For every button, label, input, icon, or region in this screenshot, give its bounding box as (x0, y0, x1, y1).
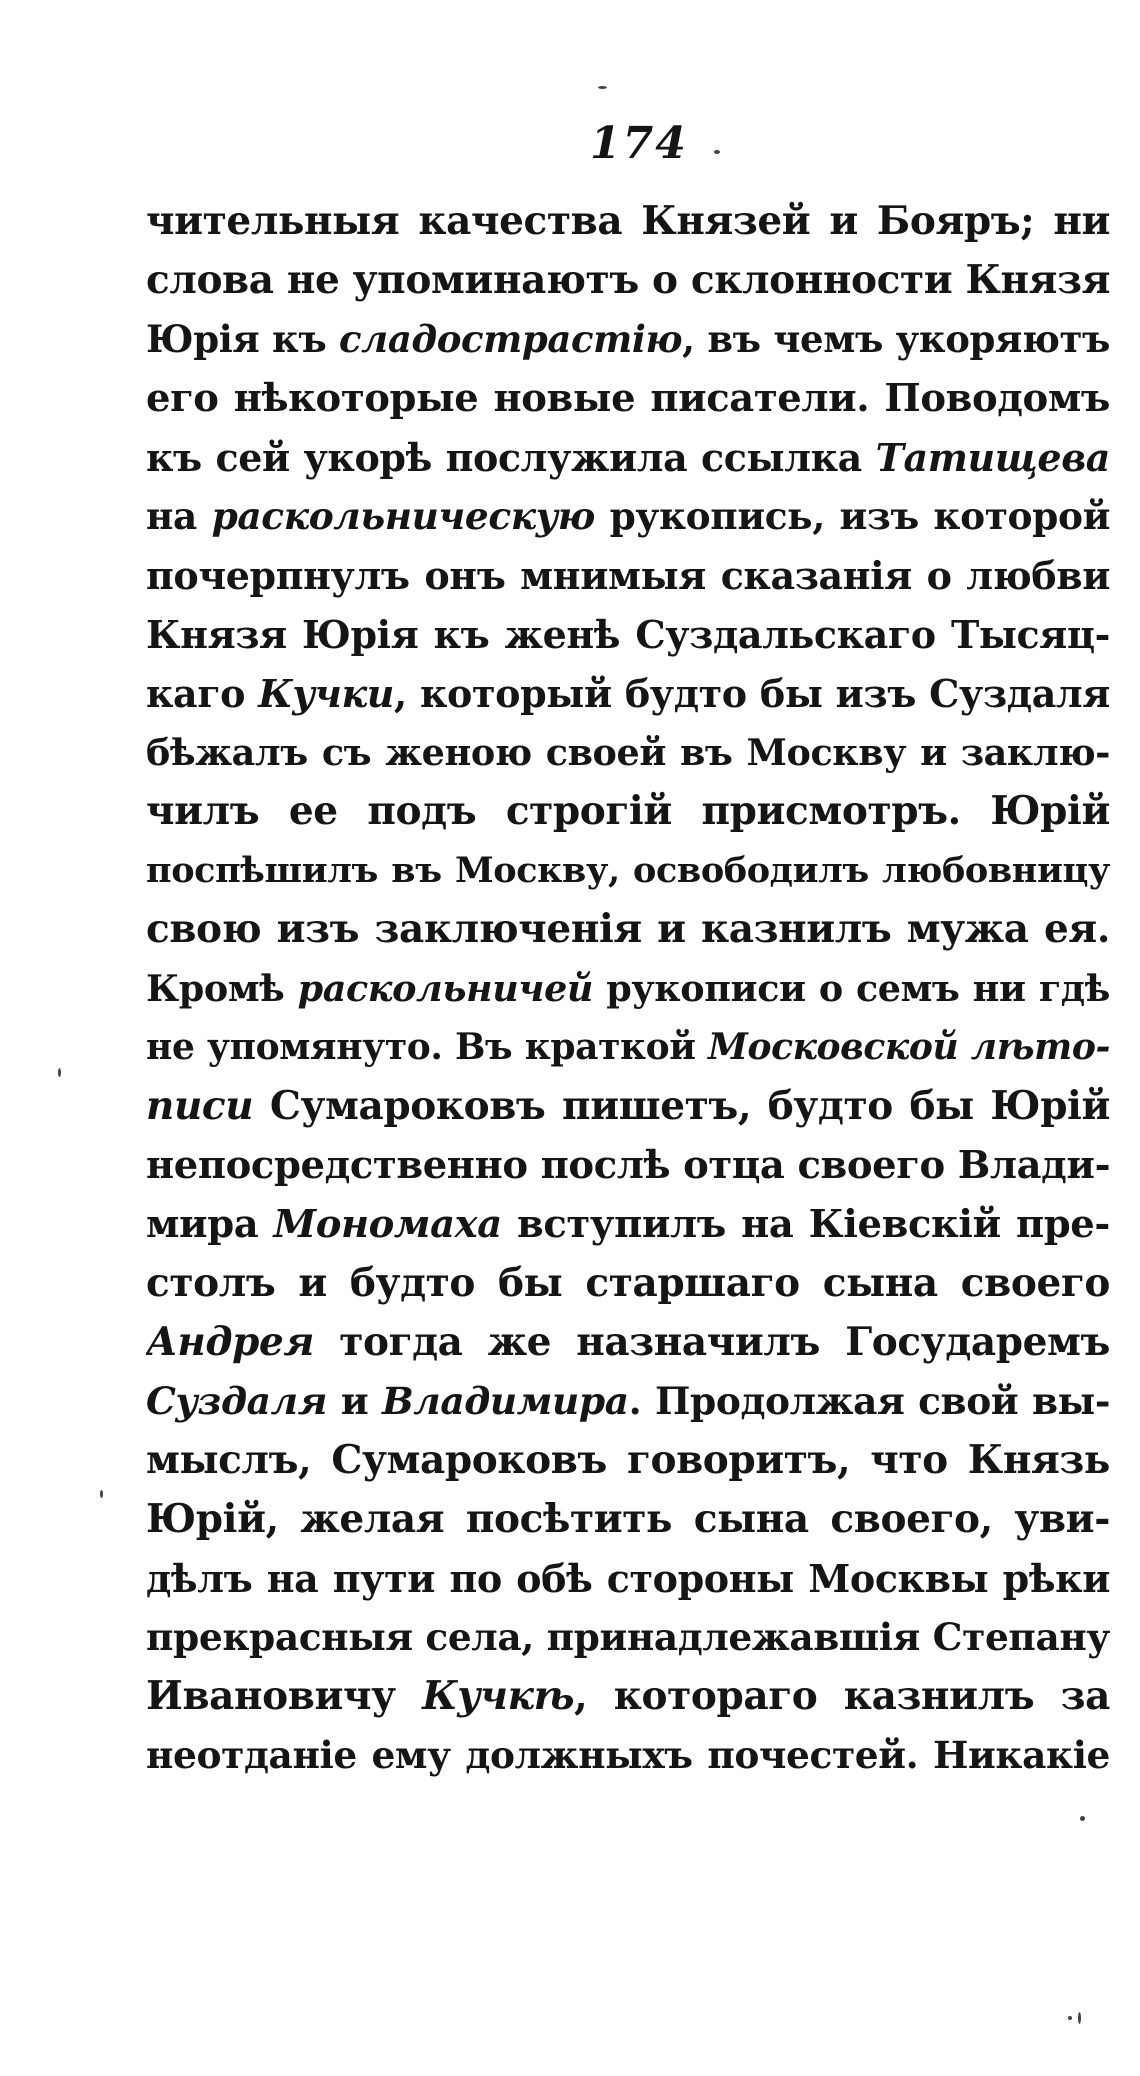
text-segment: Юрій, желая посѣтить сына своего, уви- (146, 1496, 1110, 1542)
scan-speck (100, 1490, 103, 1498)
text-line (146, 959, 1110, 1018)
text-line (146, 1018, 1110, 1077)
text-line (146, 900, 1110, 959)
text-segment: каго (146, 671, 259, 716)
text-segment: , который будто бы изъ Суздаля (394, 671, 1110, 716)
text-segment: , въ чемъ укоряютъ (682, 317, 1110, 361)
text-segment: бѣжалъ съ женою своей въ Москву и заклю- (146, 731, 1110, 774)
text-segment: прекрасныя села, принадлежавшія Степану (146, 1615, 1110, 1659)
text-line (146, 1195, 1110, 1254)
text-line (146, 664, 1110, 723)
text-segment: Князя Юрія къ женѣ Суздальскаго Тысяц- (146, 612, 1110, 657)
text-line (146, 782, 1110, 841)
text-segment: вступилъ на Кіевскій пре- (501, 1202, 1110, 1247)
text-segment: Юрія къ (146, 317, 340, 361)
text-line (146, 1313, 1110, 1372)
page-number: 174 (590, 118, 688, 169)
text-line (146, 1077, 1110, 1136)
text-segment: чилъ ее подъ строгій присмотръ. Юрій (146, 788, 1110, 834)
text-segment: , котораго казнилъ за (574, 1673, 1110, 1719)
italic-segment: сладострастію (339, 317, 683, 361)
text-segment: не упомянуто. Въ краткой (146, 1026, 709, 1068)
italic-segment: Кучкѣ (422, 1673, 575, 1719)
text-segment: почерпнулъ онъ мнимыя сказанія о любви (146, 553, 1110, 598)
text-line (146, 251, 1110, 310)
text-line (146, 1608, 1110, 1667)
text-segment: мыслъ, Сумароковъ говоритъ, что Князь (146, 1437, 1110, 1483)
text-segment: свою изъ заключенія и казнилъ мужа ея. (146, 906, 1110, 952)
text-line (146, 546, 1110, 605)
text-line (146, 1136, 1110, 1195)
italic-segment: Татищева (875, 435, 1110, 480)
text-segment: тогда же назначилъ Государемъ (314, 1319, 1110, 1365)
text-segment: Сумароковъ пишетъ, будто бы Юрій (253, 1083, 1110, 1129)
text-segment: чительныя качества Князей и Бояръ; ни (146, 198, 1110, 244)
italic-segment: Владимира (381, 1379, 629, 1423)
text-segment: непосредственно послѣ отца своего Влади- (146, 1143, 1110, 1188)
italic-segment: писи (146, 1083, 254, 1129)
italic-segment: Московской лѣто- (708, 1026, 1110, 1068)
text-segment: дѣлъ на пути по обѣ стороны Москвы рѣки (146, 1556, 1110, 1601)
italic-segment: раскольничей (297, 967, 594, 1010)
text-line (146, 487, 1110, 546)
text-segment: слова не упоминаютъ о склонности Князя (146, 257, 1110, 303)
text-line (146, 1667, 1110, 1726)
text-segment: и (327, 1379, 382, 1423)
text-segment: на (146, 494, 212, 538)
italic-segment: раскольническую (211, 494, 595, 538)
scan-speck (714, 150, 720, 154)
italic-segment: Мономаха (273, 1202, 502, 1247)
text-segment: къ сей укорѣ послужила ссылка (146, 435, 876, 480)
text-segment: поспѣшилъ въ Москву, освободилъ любовницу (146, 850, 1110, 891)
scan-speck (1080, 1816, 1085, 1821)
italic-segment: Суздаля (146, 1379, 328, 1423)
text-segment: . Продолжая свой вы- (628, 1379, 1110, 1423)
scan-speck (1078, 2012, 1081, 2024)
scan-speck (58, 1068, 61, 1077)
text-line (146, 369, 1110, 428)
text-line (146, 1254, 1110, 1313)
italic-segment: Кучки (258, 671, 395, 716)
scan-speck (598, 86, 607, 89)
text-line (146, 605, 1110, 664)
scan-speck (1068, 2016, 1072, 2020)
text-line (146, 1726, 1110, 1785)
text-segment: рукопись, изъ которой (594, 494, 1110, 538)
text-line (146, 841, 1110, 900)
text-segment: столъ и будто бы старшаго сына своего (146, 1260, 1110, 1306)
text-segment: неотданіе ему должныхъ почестей. Никакіе (146, 1733, 1110, 1777)
text-line (146, 428, 1110, 487)
text-line (146, 310, 1110, 369)
italic-segment: Андрея (146, 1319, 315, 1365)
text-line (146, 192, 1110, 251)
text-segment: его нѣкоторые новые писатели. Поводомъ (146, 376, 1110, 421)
text-line (146, 723, 1110, 782)
text-segment: рукописи о семъ ни гдѣ (593, 967, 1110, 1010)
text-segment: Кромѣ (146, 967, 298, 1010)
text-line (146, 1549, 1110, 1608)
text-segment: Ивановичу (146, 1673, 423, 1719)
text-line (146, 1490, 1110, 1549)
text-segment: мира (146, 1202, 274, 1247)
text-line (146, 1372, 1110, 1431)
text-line (146, 1431, 1110, 1490)
body-text (146, 192, 1110, 1785)
